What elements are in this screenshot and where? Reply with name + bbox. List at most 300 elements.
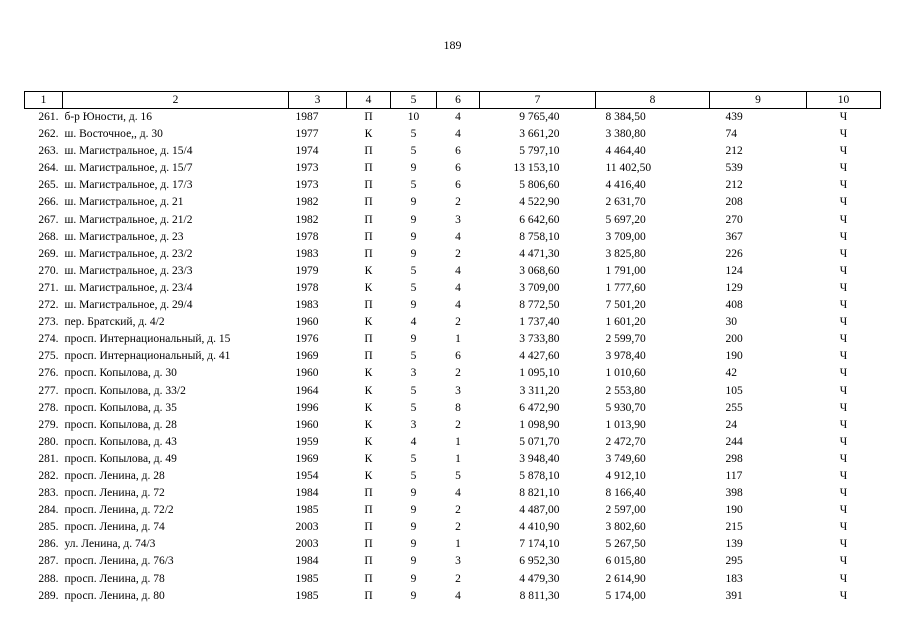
cell-floors: 5 — [410, 469, 417, 482]
cell-living-area: 3 709,00 — [605, 230, 646, 243]
table-row — [25, 331, 881, 348]
cell-address: просп. Ленина, д. 28 — [64, 469, 165, 482]
cell-wall-material: К — [364, 469, 373, 482]
cell-living-area: 3 825,80 — [605, 247, 646, 260]
table-row — [25, 400, 881, 417]
cell-category: Ч — [839, 128, 848, 141]
cell-category: Ч — [839, 504, 848, 517]
cell-year-built: 1974 — [295, 145, 319, 158]
cell-address: просп. Интернациональный, д. 41 — [64, 350, 231, 363]
cell-entrances: 6 — [455, 162, 461, 175]
cell-wall-material: П — [364, 572, 373, 585]
cell-residents: 398 — [725, 487, 743, 500]
cell-year-built: 1978 — [295, 281, 319, 294]
cell-living-area: 7 501,20 — [605, 299, 646, 312]
cell-address: просп. Ленина, д. 78 — [64, 572, 165, 585]
cell-category: Ч — [839, 469, 848, 482]
cell-year-built: 1969 — [295, 350, 319, 363]
cell-total-area: 3 068,60 — [519, 264, 560, 277]
cell-address: ш. Магистральное, д. 17/3 — [64, 179, 193, 192]
cell-residents: 539 — [725, 162, 743, 175]
cell-entrances: 4 — [455, 128, 461, 141]
cell-category: Ч — [839, 555, 848, 568]
cell-entrances: 8 — [455, 401, 461, 414]
column-header-6: 6 — [437, 92, 480, 109]
cell-residents: 190 — [725, 350, 743, 363]
cell-wall-material: П — [364, 213, 373, 226]
cell-residents: 30 — [725, 316, 737, 329]
cell-address: просп. Копылова, д. 49 — [64, 452, 177, 465]
cell-address: просп. Ленина, д. 74 — [64, 521, 165, 534]
column-header-5: 5 — [391, 92, 437, 109]
cell-year-built: 2003 — [295, 538, 319, 551]
cell-residents: 212 — [725, 145, 743, 158]
cell-wall-material: П — [364, 196, 373, 209]
column-header-9: 9 — [710, 92, 807, 109]
cell-residents: 24 — [725, 418, 737, 431]
cell-total-area: 8 758,10 — [519, 230, 560, 243]
cell-row-number: 281. — [38, 452, 59, 465]
cell-year-built: 1985 — [295, 572, 319, 585]
cell-living-area: 11 402,50 — [605, 162, 652, 175]
cell-year-built: 1977 — [295, 128, 319, 141]
table-header — [25, 92, 881, 109]
table-row — [25, 519, 881, 536]
cell-category: Ч — [839, 179, 848, 192]
cell-wall-material: П — [364, 247, 373, 260]
cell-address: просп. Копылова, д. 35 — [64, 401, 177, 414]
cell-year-built: 1973 — [295, 179, 319, 192]
cell-row-number: 269. — [38, 247, 59, 260]
table-row — [25, 160, 881, 177]
cell-entrances: 4 — [455, 111, 461, 123]
table-row — [25, 434, 881, 451]
cell-living-area: 2 614,90 — [605, 572, 646, 585]
cell-total-area: 13 153,10 — [513, 162, 560, 175]
table-row — [25, 263, 881, 280]
cell-floors: 5 — [410, 384, 417, 397]
cell-residents: 226 — [725, 247, 743, 260]
table-row — [25, 229, 881, 246]
cell-floors: 3 — [410, 418, 417, 431]
cell-year-built: 1979 — [295, 264, 319, 277]
cell-living-area: 6 015,80 — [605, 555, 646, 568]
cell-category: Ч — [839, 213, 848, 226]
cell-address: ш. Восточное,, д. 30 — [64, 128, 163, 141]
cell-year-built: 1973 — [295, 162, 319, 175]
cell-row-number: 282. — [38, 469, 59, 482]
cell-entrances: 2 — [455, 367, 461, 380]
cell-row-number: 268. — [38, 230, 59, 243]
cell-row-number: 265. — [38, 179, 59, 192]
cell-category: Ч — [839, 316, 848, 329]
cell-address: ш. Магистральное, д. 21/2 — [64, 213, 193, 226]
cell-entrances: 5 — [455, 469, 461, 482]
cell-year-built: 1960 — [295, 316, 319, 329]
cell-row-number: 289. — [38, 589, 59, 602]
cell-category: Ч — [839, 572, 848, 585]
cell-floors: 5 — [410, 128, 417, 141]
cell-year-built: 2003 — [295, 521, 319, 534]
cell-total-area: 3 948,40 — [519, 452, 560, 465]
cell-floors: 4 — [410, 316, 417, 329]
cell-entrances: 6 — [455, 179, 461, 192]
header-row — [25, 92, 881, 109]
cell-residents: 124 — [725, 264, 743, 277]
cell-residents: 215 — [725, 521, 743, 534]
cell-entrances: 2 — [455, 418, 461, 431]
table-row — [25, 280, 881, 297]
cell-row-number: 283. — [38, 487, 59, 500]
cell-living-area: 1 777,60 — [605, 281, 646, 294]
cell-row-number: 280. — [38, 435, 59, 448]
cell-floors: 5 — [410, 452, 417, 465]
housing-table — [24, 91, 881, 605]
cell-address: ш. Магистральное, д. 15/7 — [64, 162, 193, 175]
cell-row-number: 288. — [38, 572, 59, 585]
cell-living-area: 1 013,90 — [605, 418, 646, 431]
cell-floors: 9 — [410, 521, 417, 534]
cell-living-area: 2 599,70 — [605, 333, 646, 346]
cell-category: Ч — [839, 299, 848, 312]
cell-address: просп. Ленина, д. 80 — [64, 589, 165, 602]
cell-entrances: 6 — [455, 350, 461, 363]
cell-total-area: 5 797,10 — [519, 145, 560, 158]
cell-entrances: 2 — [455, 572, 461, 585]
cell-category: Ч — [839, 452, 848, 465]
cell-total-area: 1 098,90 — [519, 418, 560, 431]
cell-row-number: 261. — [38, 111, 59, 123]
cell-year-built: 1976 — [295, 333, 319, 346]
cell-wall-material: П — [364, 521, 373, 534]
cell-address: ш. Магистральное, д. 23/3 — [64, 264, 193, 277]
cell-row-number: 273. — [38, 316, 59, 329]
cell-total-area: 3 311,20 — [519, 384, 560, 397]
cell-year-built: 1964 — [295, 384, 319, 397]
cell-floors: 9 — [410, 213, 417, 226]
table-row — [25, 194, 881, 211]
cell-entrances: 4 — [455, 487, 461, 500]
table-row — [25, 177, 881, 194]
table-row — [25, 212, 881, 229]
table-row — [25, 536, 881, 553]
cell-floors: 9 — [410, 299, 417, 312]
cell-living-area: 5 267,50 — [605, 538, 646, 551]
cell-row-number: 274. — [38, 333, 59, 346]
cell-year-built: 1960 — [295, 367, 319, 380]
cell-address: ш. Магистральное, д. 23 — [64, 230, 184, 243]
cell-living-area: 3 380,80 — [605, 128, 646, 141]
cell-total-area: 5 878,10 — [519, 469, 560, 482]
cell-residents: 255 — [725, 401, 743, 414]
cell-total-area: 7 174,10 — [519, 538, 560, 551]
cell-wall-material: П — [364, 333, 373, 346]
cell-row-number: 271. — [38, 281, 59, 294]
cell-year-built: 1984 — [295, 487, 319, 500]
cell-row-number: 286. — [38, 538, 59, 551]
cell-floors: 9 — [410, 487, 417, 500]
cell-floors: 4 — [410, 435, 417, 448]
cell-category: Ч — [839, 384, 848, 397]
cell-year-built: 1978 — [295, 230, 319, 243]
table-row — [25, 588, 881, 605]
cell-residents: 105 — [725, 384, 743, 397]
cell-floors: 5 — [410, 264, 417, 277]
cell-living-area: 4 416,40 — [605, 179, 646, 192]
cell-category: Ч — [839, 350, 848, 363]
cell-total-area: 4 410,90 — [519, 521, 560, 534]
cell-floors: 10 — [407, 111, 420, 123]
cell-residents: 408 — [725, 299, 743, 312]
cell-year-built: 1983 — [295, 247, 319, 260]
cell-address: ш. Магистральное, д. 23/4 — [64, 281, 193, 294]
cell-living-area: 3 802,60 — [605, 521, 646, 534]
cell-total-area: 5 071,70 — [519, 435, 560, 448]
cell-wall-material: К — [364, 435, 373, 448]
cell-total-area: 1 737,40 — [519, 316, 560, 329]
cell-wall-material: П — [364, 162, 373, 175]
cell-category: Ч — [839, 435, 848, 448]
cell-category: Ч — [839, 521, 848, 534]
cell-year-built: 1983 — [295, 299, 319, 312]
cell-total-area: 6 952,30 — [519, 555, 560, 568]
cell-residents: 270 — [725, 213, 743, 226]
cell-floors: 9 — [410, 247, 417, 260]
table-row — [25, 468, 881, 485]
cell-residents: 367 — [725, 230, 743, 243]
cell-entrances: 4 — [455, 299, 461, 312]
cell-category: Ч — [839, 264, 848, 277]
cell-living-area: 2 553,80 — [605, 384, 646, 397]
cell-wall-material: К — [364, 367, 373, 380]
cell-living-area: 3 978,40 — [605, 350, 646, 363]
cell-year-built: 1982 — [295, 196, 319, 209]
cell-row-number: 276. — [38, 367, 59, 380]
cell-floors: 9 — [410, 162, 417, 175]
cell-row-number: 287. — [38, 555, 59, 568]
cell-address: просп. Интернациональный, д. 15 — [64, 333, 231, 346]
cell-row-number: 285. — [38, 521, 59, 534]
column-header-1: 1 — [25, 92, 63, 109]
cell-wall-material: П — [364, 589, 373, 602]
cell-wall-material: К — [364, 452, 373, 465]
cell-entrances: 3 — [455, 213, 461, 226]
cell-category: Ч — [839, 333, 848, 346]
cell-category: Ч — [839, 589, 848, 602]
cell-year-built: 1996 — [295, 401, 319, 414]
cell-entrances: 1 — [455, 435, 461, 448]
cell-year-built: 1960 — [295, 418, 319, 431]
cell-floors: 5 — [410, 179, 417, 192]
cell-row-number: 277. — [38, 384, 59, 397]
table-row — [25, 246, 881, 263]
cell-wall-material: П — [364, 504, 373, 517]
cell-category: Ч — [839, 196, 848, 209]
cell-residents: 183 — [725, 572, 743, 585]
cell-category: Ч — [839, 401, 848, 414]
cell-address: ш. Магистральное, д. 15/4 — [64, 145, 193, 158]
table-row — [25, 109, 881, 127]
cell-category: Ч — [839, 111, 848, 123]
cell-living-area: 5 930,70 — [605, 401, 646, 414]
cell-entrances: 1 — [455, 538, 461, 551]
cell-entrances: 4 — [455, 230, 461, 243]
cell-category: Ч — [839, 538, 848, 551]
cell-address: ш. Магистральное, д. 23/2 — [64, 247, 193, 260]
cell-address: просп. Копылова, д. 28 — [64, 418, 177, 431]
cell-year-built: 1969 — [295, 452, 319, 465]
cell-residents: 190 — [725, 504, 743, 517]
cell-year-built: 1984 — [295, 555, 319, 568]
cell-total-area: 4 427,60 — [519, 350, 560, 363]
cell-wall-material: К — [364, 264, 373, 277]
cell-total-area: 3 709,00 — [519, 281, 560, 294]
cell-total-area: 4 479,30 — [519, 572, 560, 585]
cell-total-area: 8 821,10 — [519, 487, 560, 500]
cell-category: Ч — [839, 281, 848, 294]
cell-total-area: 5 806,60 — [519, 179, 560, 192]
cell-year-built: 1985 — [295, 589, 319, 602]
cell-category: Ч — [839, 145, 848, 158]
cell-total-area: 8 772,50 — [519, 299, 560, 312]
cell-row-number: 266. — [38, 196, 59, 209]
cell-wall-material: П — [364, 145, 373, 158]
cell-wall-material: К — [364, 401, 373, 414]
column-header-10: 10 — [807, 92, 881, 109]
cell-living-area: 3 749,60 — [605, 452, 646, 465]
cell-residents: 200 — [725, 333, 743, 346]
cell-residents: 74 — [725, 128, 737, 141]
cell-entrances: 2 — [455, 196, 461, 209]
cell-living-area: 2 472,70 — [605, 435, 646, 448]
cell-living-area: 1 601,20 — [605, 316, 646, 329]
cell-floors: 9 — [410, 196, 417, 209]
cell-entrances: 1 — [455, 452, 461, 465]
cell-address: просп. Ленина, д. 72 — [64, 487, 165, 500]
cell-total-area: 8 811,30 — [519, 589, 560, 602]
cell-entrances: 6 — [455, 145, 461, 158]
cell-category: Ч — [839, 418, 848, 431]
cell-entrances: 1 — [455, 333, 461, 346]
cell-living-area: 5 697,20 — [605, 213, 646, 226]
cell-residents: 295 — [725, 555, 743, 568]
cell-residents: 208 — [725, 196, 743, 209]
cell-address: просп. Ленина, д. 72/2 — [64, 504, 174, 517]
column-header-3: 3 — [289, 92, 347, 109]
table-row — [25, 571, 881, 588]
cell-address: б-р Юности, д. 16 — [64, 111, 152, 123]
cell-total-area: 1 095,10 — [519, 367, 560, 380]
cell-row-number: 279. — [38, 418, 59, 431]
cell-entrances: 2 — [455, 521, 461, 534]
cell-address: ш. Магистральное, д. 21 — [64, 196, 184, 209]
table-row — [25, 143, 881, 160]
cell-floors: 5 — [410, 281, 417, 294]
cell-row-number: 263. — [38, 145, 59, 158]
cell-wall-material: П — [364, 538, 373, 551]
cell-entrances: 3 — [455, 555, 461, 568]
cell-address: просп. Копылова, д. 43 — [64, 435, 177, 448]
cell-entrances: 4 — [455, 281, 461, 294]
cell-wall-material: П — [364, 230, 373, 243]
column-header-2: 2 — [63, 92, 289, 109]
table-row — [25, 365, 881, 382]
cell-floors: 9 — [410, 572, 417, 585]
cell-residents: 212 — [725, 179, 743, 192]
table-row — [25, 314, 881, 331]
cell-living-area: 2 631,70 — [605, 196, 646, 209]
cell-category: Ч — [839, 162, 848, 175]
cell-wall-material: К — [364, 418, 373, 431]
cell-row-number: 267. — [38, 213, 59, 226]
cell-wall-material: П — [364, 555, 373, 568]
cell-year-built: 1982 — [295, 213, 319, 226]
table-row — [25, 451, 881, 468]
cell-total-area: 9 765,40 — [519, 111, 560, 123]
table-row — [25, 502, 881, 519]
cell-total-area: 4 487,00 — [519, 504, 560, 517]
cell-year-built: 1959 — [295, 435, 319, 448]
cell-residents: 244 — [725, 435, 743, 448]
cell-floors: 9 — [410, 555, 417, 568]
table-row — [25, 126, 881, 143]
cell-row-number: 264. — [38, 162, 59, 175]
cell-living-area: 2 597,00 — [605, 504, 646, 517]
cell-row-number: 262. — [38, 128, 59, 141]
cell-year-built: 1985 — [295, 504, 319, 517]
cell-wall-material: П — [364, 487, 373, 500]
cell-row-number: 270. — [38, 264, 59, 277]
cell-address: ш. Магистральное, д. 29/4 — [64, 299, 193, 312]
cell-wall-material: П — [364, 299, 373, 312]
cell-total-area: 3 733,80 — [519, 333, 560, 346]
cell-total-area: 6 472,90 — [519, 401, 560, 414]
cell-living-area: 5 174,00 — [605, 589, 646, 602]
cell-wall-material: К — [364, 316, 373, 329]
cell-living-area: 4 912,10 — [605, 469, 646, 482]
cell-residents: 298 — [725, 452, 743, 465]
cell-row-number: 275. — [38, 350, 59, 363]
cell-floors: 9 — [410, 589, 417, 602]
cell-category: Ч — [839, 487, 848, 500]
cell-floors: 5 — [410, 145, 417, 158]
cell-living-area: 4 464,40 — [605, 145, 646, 158]
cell-row-number: 284. — [38, 504, 59, 517]
table-body — [25, 109, 881, 605]
page-number: 189 — [443, 38, 462, 52]
cell-living-area: 1 010,60 — [605, 367, 646, 380]
cell-wall-material: К — [364, 281, 373, 294]
cell-total-area: 4 471,30 — [519, 247, 560, 260]
cell-entrances: 2 — [455, 504, 461, 517]
cell-category: Ч — [839, 367, 848, 380]
column-header-8: 8 — [596, 92, 710, 109]
cell-wall-material: К — [364, 384, 373, 397]
cell-floors: 3 — [410, 367, 417, 380]
table-row — [25, 417, 881, 434]
cell-living-area: 8 166,40 — [605, 487, 646, 500]
column-header-7: 7 — [480, 92, 596, 109]
cell-residents: 391 — [725, 589, 743, 602]
cell-wall-material: П — [364, 350, 373, 363]
cell-entrances: 4 — [455, 589, 461, 602]
cell-residents: 117 — [725, 469, 743, 482]
cell-floors: 9 — [410, 230, 417, 243]
cell-residents: 439 — [725, 111, 743, 123]
table-row — [25, 297, 881, 314]
cell-entrances: 4 — [455, 264, 461, 277]
cell-residents: 139 — [725, 538, 743, 551]
